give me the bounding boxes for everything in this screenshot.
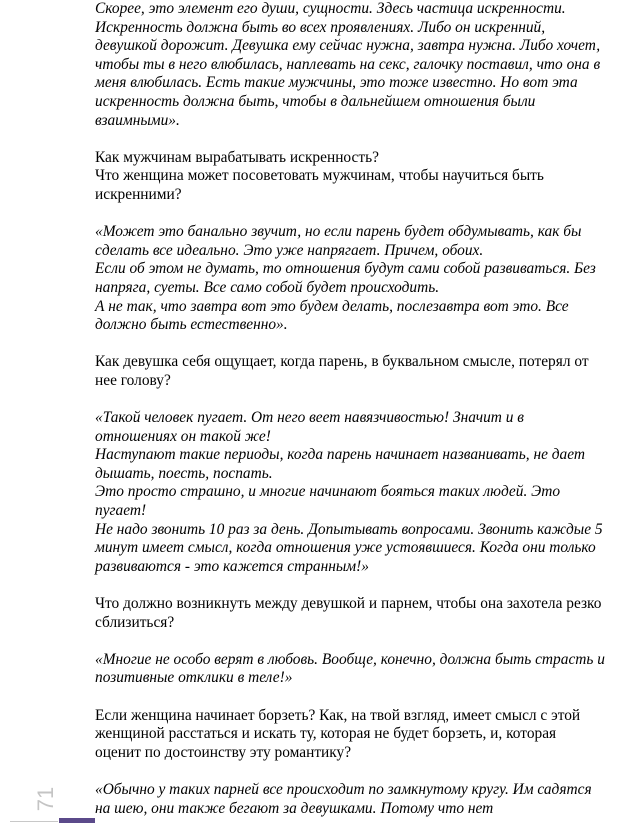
text-line: сблизиться? [95, 613, 175, 631]
text-line: напряга, суеты. Все само собой будет происходить. [95, 278, 440, 296]
question-paragraph [95, 149, 620, 205]
document-page [95, 0, 620, 818]
footer-accent-bar [59, 818, 95, 823]
text-line: Наступают такие периоды, когда парень начинает названивать, не дает [95, 446, 585, 464]
text-line: нее голову? [95, 371, 171, 389]
text-line: минут имеет смысл, когда отношения уже устоявшиеся. Когда они только [95, 539, 596, 557]
text-line: искренность должна быть, чтобы в дальнейшем отношения были [95, 92, 536, 110]
text-line: А не так, что завтра вот это будем делать, послезавтра вот это. Все [95, 297, 569, 315]
question-paragraph [95, 595, 620, 632]
page-number: 71 [33, 786, 58, 812]
text-line: «Обычно у таких парней все происходит по замкнутому кругу. Им садятся [95, 780, 592, 798]
text-line: Что женщина может посоветовать мужчинам, чтобы научиться быть [95, 167, 544, 185]
text-line: сделать все идеально. Это уже напрягает. Причем, обоих. [95, 241, 484, 259]
footer-rule [10, 821, 58, 822]
text-line: Если об этом не думать, то отношения будут сами собой развиваться. Без [95, 260, 596, 278]
text-line: взаимными». [95, 111, 180, 129]
text-line: пугает! [95, 502, 147, 520]
text-line: Как мужчинам вырабатывать искренность? [95, 148, 379, 166]
text-line: Скорее, это элемент его души, сущности. Здесь частица искренности. [95, 0, 566, 17]
question-paragraph [95, 353, 620, 390]
text-line: Искренность должна быть во всех проявлениях. Либо он искренний, [95, 18, 546, 36]
text-line: «Многие не особо верят в любовь. Вообще, конечно, должна быть страсть и [95, 650, 605, 668]
text-line: дышать, поесть, поспать. [95, 464, 273, 482]
text-line: Что должно возникнуть между девушкой и парнем, чтобы она захотела резко [95, 595, 602, 612]
text-line: позитивные отклики в теле!» [95, 669, 293, 687]
answer-paragraph [95, 409, 620, 576]
text-line: чтобы ты в него влюбилась, наплевать на секс, галочку поставил, что она в [95, 55, 601, 73]
text-line: Как девушка себя ощущает, когда парень, в буквальном смысле, потерял от [95, 353, 589, 371]
text-line: девушкой дорожит. Девушка ему сейчас нужна, завтра нужна. Либо хочет, [95, 37, 601, 55]
text-line: Это просто страшно, и многие начинают бояться таких людей. Это [95, 483, 561, 501]
text-line: оценит по достоинству эту романтику? [95, 743, 352, 761]
text-line: «Такой человек пугает. От него веет навязчивостью! Значит и в [95, 409, 524, 427]
text-line: отношениях он такой же! [95, 427, 271, 445]
text-line: меня влюбилась. Есть такие мужчины, это тоже известно. Но вот эта [95, 74, 578, 92]
answer-paragraph [95, 651, 620, 688]
text-line: Не надо звонить 10 раз за день. Допытывать вопросами. Звонить каждые 5 [95, 520, 603, 538]
text-line: на шею, они также бегают за девушками. Потому что нет [95, 799, 494, 817]
answer-paragraph [95, 0, 620, 130]
answer-paragraph [95, 781, 620, 818]
text-line: женщиной расстаться и искать ту, которая не будет борзеть, и, которая [95, 725, 557, 743]
answer-paragraph [95, 223, 620, 335]
text-line: Если женщина начинает борзеть? Как, на твой взгляд, имеет смысл с этой [95, 706, 581, 724]
text-line: должно быть естественно». [95, 316, 288, 334]
text-line: искренними? [95, 185, 182, 203]
text-line: «Может это банально звучит, но если парень будет обдумывать, как бы [95, 223, 582, 241]
text-line: развиваются - это кажется странным!» [95, 557, 369, 575]
question-paragraph [95, 707, 620, 763]
